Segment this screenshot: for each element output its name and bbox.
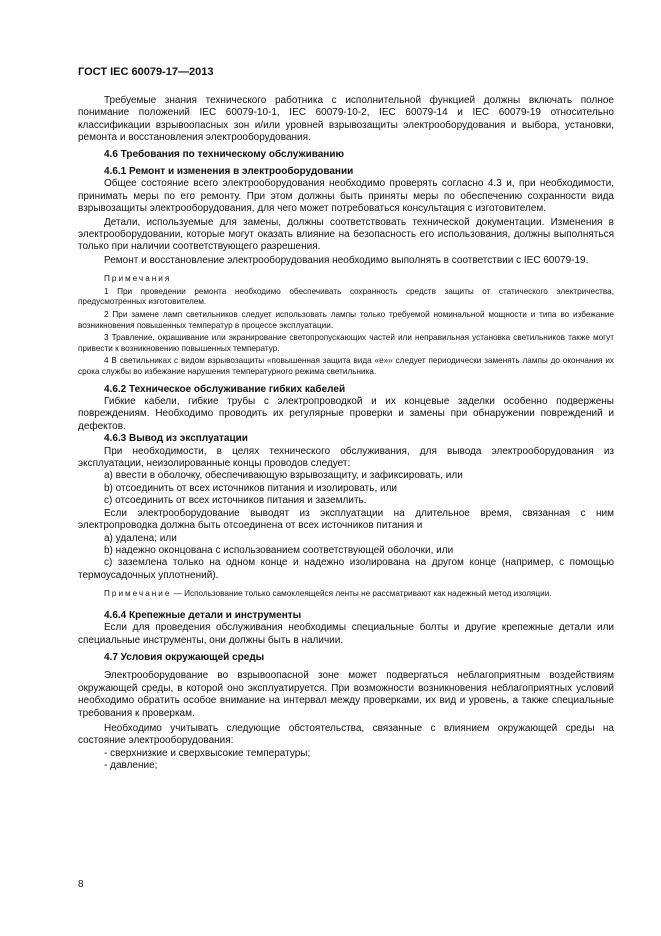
note-item: 2 При замене ламп светильников следует использовать лампы только требуемой номинальной мощности и типа во избежание возникновения повышенных температур в процессе эксплуатации.	[78, 310, 614, 330]
note-text: — Использование только самоклеящейся ленты не рассматривают как надежный метод изоляции.	[171, 589, 552, 599]
note-item: 1 При проведении ремонта необходимо обеспечивать сохранность средств защиты от статического электричества, предусмотренных изготовителем.	[78, 286, 614, 307]
paragraph: Общее состояние всего электрооборудования необходимо проверять согласно 4.3 и, при необходимости, принимать меры по его ремонту. При этом должны быть приняты меры по обеспечению сохранности вида взрывозащиты электрооборудования, для чего может потребоваться консультация с изготовителем.	[78, 178, 614, 215]
section-4-6-2-heading: 4.6.2 Техническое обслуживание гибких кабелей	[104, 383, 346, 395]
list-item: c) заземлена только на одном конце и надежно изолирована на другом конце (например, с помощью термоусадочных уплотнений).	[78, 557, 614, 581]
note-label: Примечание	[104, 589, 172, 599]
paragraph: Если для проведения обслуживания необходимы специальные болты и другие крепежные детали или специальные инструменты, они должны быть в наличии.	[78, 622, 614, 646]
section-4-6-3-heading: 4.6.3 Вывод из эксплуатации	[104, 433, 248, 445]
notes-title: Примечания	[104, 274, 172, 284]
page-number: 8	[78, 879, 84, 890]
section-4-6-4-heading: 4.6.4 Крепежные детали и инструменты	[104, 609, 302, 621]
list-item: b) отсоединить от всех источников питания и изолировать, или	[104, 482, 398, 494]
paragraph: При необходимости, в целях технического обслуживания, для вывода электрооборудования из эксплуатации, неизолированные концы проводов следует:	[78, 445, 614, 470]
note-item: 4 В светильниках с видом взрывозащиты «повышенная защита вида «е»» следует периодически заменять лампы до окончания их срока службы во избежание нарушения температурного режима светильника.	[78, 356, 614, 377]
list-item: - давление;	[104, 760, 158, 772]
notes-block	[78, 274, 614, 377]
section-4-7-heading: 4.7 Условия окружающей среды	[104, 651, 265, 663]
paragraph: Электрооборудование во взрывоопасной зоне может подвергаться неблагоприятным воздействиям окружающей среды, в которой оно эксплуатируется. При возможности возникновения неблагоприятных условий необходимо обратить особое внимание на интервал между проверками, их вид и уровень, а также специальные требования к проверкам.	[78, 670, 614, 719]
paragraph: Ремонт и восстановление электрооборудования необходимо выполнять в соответствии с IEC 60079-19.	[104, 254, 589, 266]
section-4-6-1-heading: 4.6.1 Ремонт и изменения в электрооборудовании	[104, 166, 354, 178]
paragraph: Необходимо учитывать следующие обстоятельства, связанные с влиянием окружающей среды на состояние электрооборудования:	[78, 722, 614, 747]
note-paragraph	[78, 589, 614, 600]
paragraph: Детали, используемые для замены, должны соответствовать технической документации. Изменения в электрооборудовании, которые могут оказать влияние на безопасность его использования, должны выполняться только при наличии соответствующего разрешения.	[78, 216, 614, 253]
section-4-6-heading: 4.6 Требования по техническому обслуживанию	[104, 148, 345, 160]
page-content	[78, 95, 614, 773]
intro-paragraph: Требуемые знания технического работника с исполнительной функцией должны включать полное понимание положений IEC 60079-10-1, IEC 60079-10-2, IEC 60079-14 и IEC 60079-19 относительно классификации взрывоопасных зон и/или уровней взрывозащиты электрооборудования и выбора, установки, ремонта и восстановления электрооборудования.	[78, 95, 614, 144]
list-item: b) надежно оконцована с использованием соответствующей оболочки, или	[104, 544, 454, 556]
note-item: 3 Травление, окрашивание или экранирование светопропускающих частей или неправильная установка светильников также могут привести к возникновению повышенных температур.	[78, 333, 614, 353]
running-header: ГОСТ IEC 60079-17—2013	[78, 66, 214, 78]
paragraph: Если электрооборудование выводят из эксплуатации на длительное время, связанная с ним электропроводка должна быть отсоединена от всех источников питания и	[78, 507, 614, 532]
list-item: - сверхнизкие и сверхвысокие температуры;	[104, 747, 311, 759]
list-item: a) удалена; или	[104, 532, 177, 544]
list-item: a) ввести в оболочку, обеспечивающую взрывозащиту, и зафиксировать, или	[104, 470, 463, 482]
list-item: c) отсоединить от всех источников питания и заземлить.	[104, 495, 367, 507]
paragraph: Гибкие кабели, гибкие трубы с электропроводкой и их концевые заделки особенно подвержены повреждениям. Необходимо проводить их регулярные проверки и замены при обнаружении повреждений и дефектов.	[78, 396, 614, 432]
